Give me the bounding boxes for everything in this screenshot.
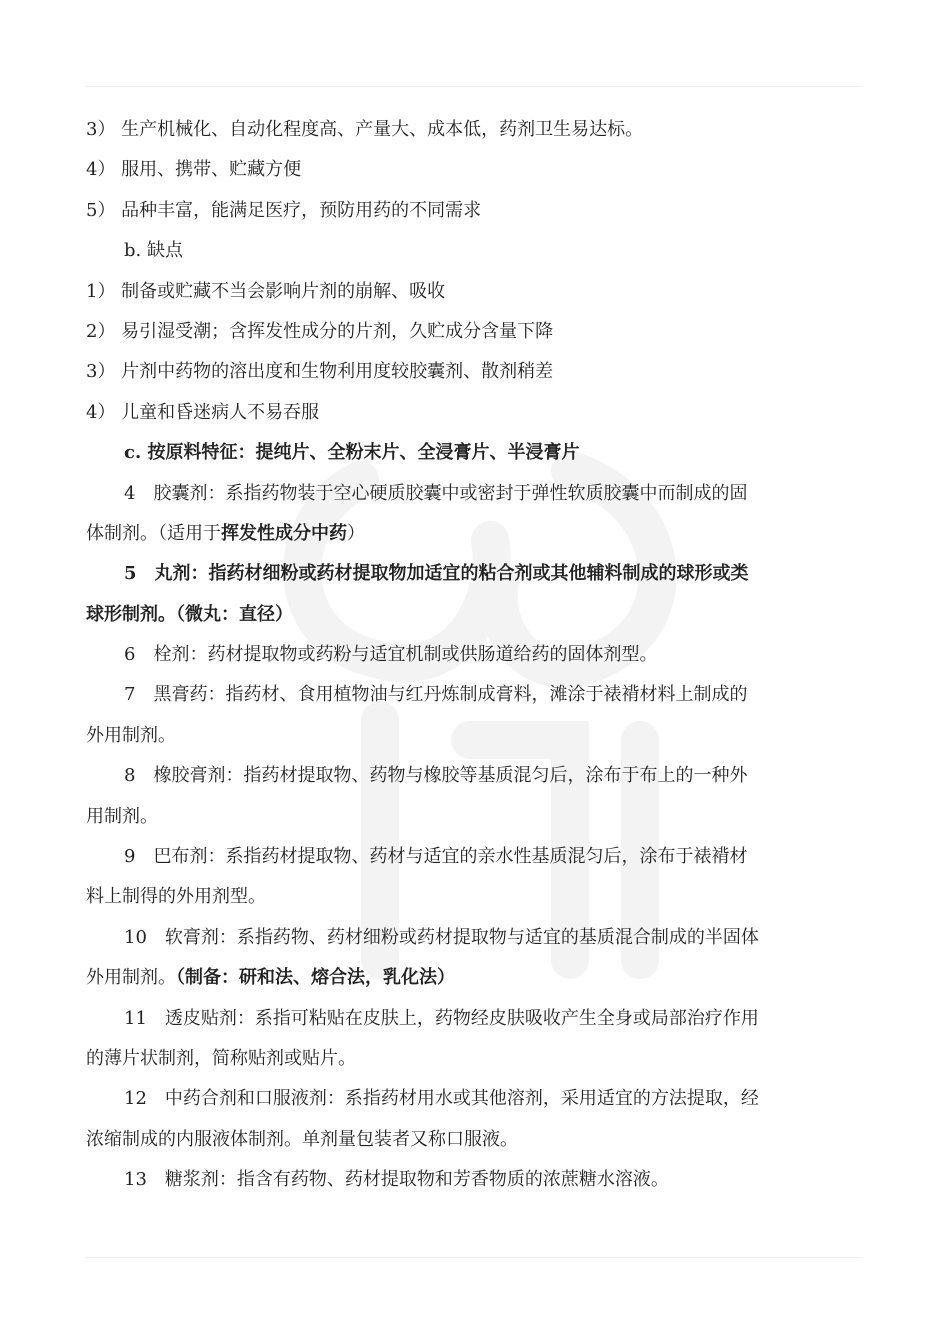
text-run: 4） 儿童和昏迷病人不易吞服 <box>86 401 320 423</box>
text-run: 6 栓剂：药材提取物或药粉与适宜机制或供肠道给药的固体剂型。 <box>124 644 658 666</box>
text-run: 3） 生产机械化、自动化程度高、产量大、成本低，药剂卫生易达标。 <box>86 119 644 140</box>
text-line <box>86 756 862 796</box>
text-run: 2） 易引湿受潮；含挥发性成分的片剂，久贮成分含量下降 <box>86 320 554 342</box>
text-line <box>86 1160 862 1200</box>
text-line <box>86 554 862 594</box>
text-line <box>86 514 862 554</box>
text-run: 挥发性成分中药 <box>221 522 347 544</box>
text-line <box>86 110 862 150</box>
text-line <box>86 918 862 958</box>
text-line <box>86 312 862 352</box>
text-line <box>86 474 862 514</box>
header-rule <box>86 86 862 87</box>
text-line <box>86 393 862 433</box>
text-line <box>86 716 862 756</box>
text-run: 球形制剂。（微丸：直径） <box>86 603 293 625</box>
text-line <box>86 797 862 837</box>
text-run: 4） 服用、携带、贮藏方便 <box>86 159 302 181</box>
text-run: 3） 片剂中药物的溶出度和生物利用度较胶囊剂、散剂稍差 <box>86 361 554 383</box>
text-run: 体制剂。（适用于 <box>86 522 221 544</box>
text-line <box>86 272 862 312</box>
text-run: c. 按原料特征：提纯片、全粉末片、全浸膏片、半浸膏片 <box>124 442 580 464</box>
document-body <box>86 110 862 1201</box>
text-run: 浓缩制成的内服液体制剂。单剂量包装者又称口服液。 <box>86 1128 518 1150</box>
text-run: 外用制剂。 <box>86 724 176 746</box>
text-run: 5 丸剂：指药材细粉或药材提取物加适宜的粘合剂或其他辅料制成的球形或类 <box>124 563 749 585</box>
text-run: 9 巴布剂：系指药材提取物、药材与适宜的亲水性基质混匀后，涂布于裱褙材 <box>124 846 748 868</box>
text-run: 10 软膏剂：系指药物、药材细粉或药材提取物与适宜的基质混合制成的半固体 <box>124 926 759 948</box>
text-line <box>86 877 862 917</box>
text-line <box>86 1120 862 1160</box>
text-line <box>86 150 862 190</box>
text-line <box>86 231 862 271</box>
text-line <box>86 675 862 715</box>
text-line <box>86 1079 862 1119</box>
text-run: 7 黑膏药：指药材、食用植物油与红丹炼制成膏料，滩涂于裱褙材料上制成的 <box>124 684 748 706</box>
text-run: 13 糖浆剂：指含有药物、药材提取物和芳香物质的浓蔗糖水溶液。 <box>124 1169 669 1191</box>
text-run: 1） 制备或贮藏不当会影响片剂的崩解、吸收 <box>86 280 446 302</box>
footer-rule <box>86 1257 862 1258</box>
text-run: 5） 品种丰富，能满足医疗，预防用药的不同需求 <box>86 199 482 221</box>
text-line <box>86 635 862 675</box>
text-run: 8 橡胶膏剂：指药材提取物、药物与橡胶等基质混匀后，涂布于布上的一种外 <box>124 765 748 787</box>
text-line <box>86 352 862 392</box>
text-run: b. 缺点 <box>124 240 183 262</box>
text-line <box>86 999 862 1039</box>
text-line <box>86 837 862 877</box>
text-run: 料上制得的外用剂型。 <box>86 886 266 908</box>
text-run: 11 透皮贴剂：系指可粘贴在皮肤上，药物经皮肤吸收产生全身或局部治疗作用 <box>124 1007 759 1029</box>
text-line <box>86 1039 862 1079</box>
text-run: ） <box>347 522 365 544</box>
text-run: （制备：研和法、熔合法，乳化法） <box>176 967 455 989</box>
text-line <box>86 191 862 231</box>
text-line <box>86 433 862 473</box>
text-run: 的薄片状制剂，简称贴剂或贴片。 <box>86 1047 356 1069</box>
text-run: 用制剂。 <box>86 805 158 827</box>
text-line <box>86 958 862 998</box>
text-run: 12 中药合剂和口服液剂：系指药材用水或其他溶剂，采用适宜的方法提取，经 <box>124 1088 759 1110</box>
text-run: 外用制剂。 <box>86 967 176 989</box>
text-line <box>86 595 862 635</box>
text-run: 4 胶囊剂：系指药物装于空心硬质胶囊中或密封于弹性软质胶囊中而制成的固 <box>124 482 748 504</box>
